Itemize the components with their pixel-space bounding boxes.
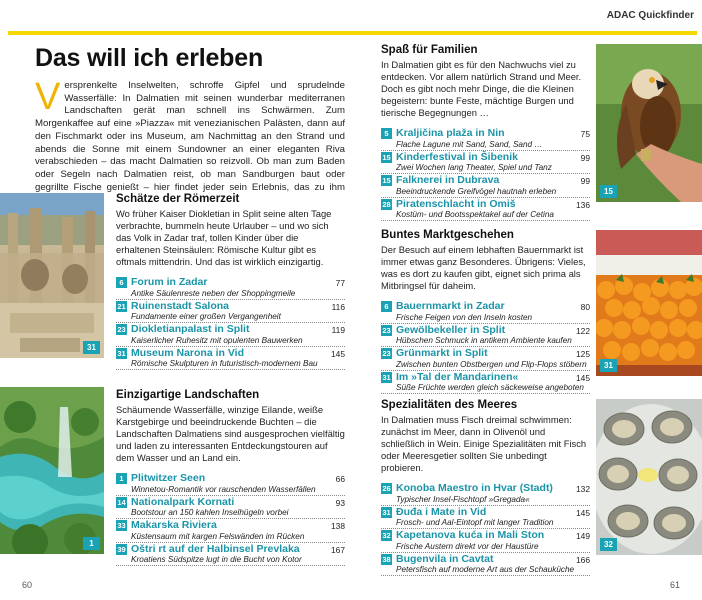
header-rule	[8, 31, 351, 35]
entry-number-badge: 28	[382, 199, 391, 209]
section-title: Schätze der Römerzeit	[116, 193, 240, 205]
entry-list	[381, 300, 590, 394]
entry-description: Winnetou-Romantik vor rauschenden Wasserfällen	[131, 484, 316, 494]
entry-name: Makarska Riviera	[131, 519, 217, 531]
entry-page: 145	[576, 507, 590, 518]
entry-page: 77	[335, 278, 345, 288]
entry-name: Plitwitzer Seen	[131, 472, 206, 484]
list-item[interactable]	[381, 553, 590, 577]
page-title: Das will ich erleben	[35, 44, 264, 72]
section-market	[381, 229, 590, 394]
entry-page: 99	[580, 152, 590, 163]
entry-description: Süße Früchte werden gleich säckeweise angeboten	[396, 383, 584, 392]
entry-description: Zwischen bunten Obstbergen und Flip-Flops stöbern	[396, 359, 587, 369]
entry-number-badge: 31	[382, 507, 391, 517]
entry-page: 116	[331, 301, 345, 312]
list-item[interactable]	[381, 324, 590, 348]
mandarins-photo	[596, 230, 702, 376]
section-text: In Dalmatien muss Fisch dreimal schwimmen: zunächst im Meer, dann in Olivenöl und schließlich in Wein. Einige Spezialitäten mit Fisch oder Meeresgetier sollten Sie unbedingt probieren.	[381, 414, 587, 473]
dropcap: V	[35, 76, 61, 118]
entry-description: Frische Austern direkt vor der Haustüre	[396, 541, 539, 551]
list-item[interactable]	[381, 506, 590, 530]
list-item[interactable]	[116, 276, 345, 300]
entry-name: Im »Tal der Mandarinen«	[396, 370, 519, 383]
section-seafood	[381, 399, 590, 576]
entry-name: Konoba Maestro in Hvar (Stadt)	[396, 482, 553, 494]
entry-name: Kapetanova kuća in Mali Ston	[396, 529, 545, 541]
entry-page: 138	[331, 521, 345, 531]
list-item[interactable]	[381, 127, 590, 151]
list-item[interactable]	[116, 496, 345, 520]
entry-number-badge: 6	[381, 301, 392, 312]
entry-number-badge: 31	[382, 372, 391, 382]
entry-page: 122	[576, 325, 590, 336]
list-item[interactable]	[381, 371, 590, 395]
entry-description: Kaiserlicher Ruhesitz mit opulenten Bauwerken	[131, 335, 303, 345]
list-item[interactable]	[116, 519, 345, 543]
entry-description: Frische Feigen von den Inseln kosten	[396, 312, 533, 322]
entry-list	[381, 127, 590, 221]
entry-number-badge: 39	[117, 544, 126, 554]
right-page	[351, 0, 702, 600]
entry-description: Römische Skulpturen in futuristisch-modernem Bau	[131, 359, 318, 368]
entry-number-badge: 23	[117, 325, 126, 334]
photo-badge: 32	[600, 538, 617, 551]
entry-page: 145	[331, 348, 345, 359]
entry-name: Bauernmarkt in Zadar	[396, 300, 505, 312]
entry-name: Nationalpark Kornati	[131, 495, 235, 508]
photo-badge: 31	[600, 359, 617, 372]
entry-number-badge: 15	[382, 176, 391, 185]
list-item[interactable]	[381, 174, 590, 198]
entry-name: Gewölbekeller in Split	[396, 323, 506, 336]
header-label: ADAC Quickfinder	[606, 10, 694, 21]
intro-text: ersprenkelte Inselwelten, schroffe Gipfel und sprudelnde Wasserfälle: In Dalmatien mit seinen wunderbar mediterranen Landschaften gerät man schnell ins Schwärmen. Zum Morgenkaffee auf eine »Piazza« mit venezianischen Palästen, dann auf den Fischmarkt oder ins Museum, am Nachmittag an den Strand und abends die Sonne mit einem Sundowner an einer eleganten Riva verabschieden – das macht Dalmatien so reizvoll. Ob man zum Baden oder Segeln nach Dalmatien reist, ob man Sandburgen baut oder gegrillte Fische genießt – hier findet jeder sein Erlebnis, das zu ihm	[35, 80, 345, 193]
entry-list	[116, 472, 345, 566]
entry-description: Flache Lagune mit Sand, Sand, Sand …	[396, 139, 543, 149]
section-text: In Dalmatien gibt es für den Nachwuchs viel zu entdecken. Vor allem natürlich Strand und Meer. Doch es gibt noch mehr Dinge, die die Kleinen begeistern: bunte Feste, mächtige Burgen und tierische Begegnungen …	[381, 59, 582, 118]
section-families	[381, 44, 590, 221]
oysters-photo	[596, 399, 702, 555]
entry-number-badge: 26	[382, 484, 391, 493]
entry-description: Kostüm- und Bootsspektakel auf der Cetina	[396, 210, 554, 219]
entry-number-badge: 23	[382, 325, 391, 335]
entry-description: Antike Säulenreste neben der Shoppingmeile	[131, 288, 296, 298]
entry-page: 66	[335, 474, 345, 484]
section-text: Wo früher Kaiser Diokletian in Split seine alten Tage verbrachte, bummeln heute Urlauber – und wo sich das Volk in Zadar traf, tollen Kinder über die erhaltenen Steinsäulen: Römische Kultur gibt es oftmals mittendrin. Und das ist wirklich einzigartig.	[116, 208, 332, 267]
entry-page: 166	[576, 554, 590, 565]
entry-page: 75	[580, 129, 590, 139]
entry-name: Kraljičina plaža in Nin	[396, 127, 505, 139]
list-item[interactable]	[381, 347, 590, 371]
section-title: Spezialitäten des Meeres	[381, 399, 518, 411]
entry-number-badge: 23	[382, 349, 391, 358]
entry-list	[381, 482, 590, 576]
entry-page: 145	[576, 372, 590, 383]
entry-name: Forum in Zadar	[131, 276, 208, 288]
header-rule	[351, 31, 697, 35]
section-roman	[116, 193, 345, 370]
list-item[interactable]	[381, 482, 590, 506]
entry-description: Hübschen Schmuck in antikem Ambiente kaufen	[396, 336, 572, 345]
roman-ruins-photo	[0, 193, 104, 358]
entry-name: Đuđa i Mate in Vid	[396, 505, 487, 518]
entry-name: Bugenvila in Cavtat	[396, 552, 494, 565]
entry-description: Typischer Insel-Fischtopf »Gregada«	[396, 494, 530, 504]
section-text: Der Besuch auf einem lebhaften Bauernmarkt ist immer etwas ganz Besonderes. Übrigens: Vieles, was es dort zu kaufen gibt, eignet sich prima als Mitbringsel für daheim.	[381, 244, 586, 291]
entry-page: 132	[576, 484, 590, 494]
entry-page: 149	[576, 531, 590, 541]
entry-list	[116, 276, 345, 370]
entry-number-badge: 6	[116, 277, 127, 288]
entry-number-badge: 33	[117, 521, 126, 530]
list-item[interactable]	[381, 151, 590, 175]
list-item[interactable]	[381, 529, 590, 553]
list-item[interactable]	[116, 543, 345, 567]
photo-badge: 31	[83, 341, 100, 354]
entry-number-badge: 15	[382, 152, 391, 162]
list-item[interactable]	[381, 198, 590, 222]
page-number: 61	[669, 580, 680, 590]
photo-badge: 1	[83, 537, 100, 550]
entry-description: Kroatiens Südspitze lugt in die Bucht von Kotor	[131, 555, 302, 564]
list-item[interactable]	[116, 323, 345, 347]
entry-number-badge: 31	[117, 348, 126, 358]
entry-description: Fundamente einer großen Vergangenheit	[131, 312, 281, 321]
waterfall-lakes-photo	[0, 387, 104, 554]
entry-name: Oštri rt auf der Halbinsel Prevlaka	[131, 542, 300, 555]
entry-number-badge: 38	[382, 554, 391, 564]
photo-badge: 15	[600, 185, 617, 198]
entry-page: 119	[331, 325, 345, 335]
entry-name: Museum Narona in Vid	[131, 346, 244, 359]
list-item[interactable]	[381, 300, 590, 324]
section-landscapes	[116, 389, 345, 566]
entry-name: Falknerei in Dubrava	[396, 174, 500, 186]
entry-description: Frosch- und Aal-Eintopf mit langer Tradition	[396, 518, 554, 527]
section-title: Einzigartige Landschaften	[116, 389, 260, 401]
entry-description: Zwei Wochen lang Theater, Spiel und Tanz	[396, 163, 552, 172]
section-text: Schäumende Wasserfälle, winzige Eilande, weiße Karstgebirge und beeindruckende Buchten – die Landschaften Dalmatiens sind ausgesprochen vielfältig und laden zu interessanten Entdeckungstouren auf dem Wasser und an Land ein.	[116, 404, 345, 463]
entry-number-badge: 21	[117, 301, 126, 311]
section-title: Spaß für Familien	[381, 44, 478, 56]
entry-name: Piratenschlacht in Omiš	[396, 197, 516, 210]
entry-name: Grünmarkt in Split	[396, 347, 488, 359]
entry-number-badge: 1	[116, 473, 127, 484]
entry-page: 167	[331, 544, 345, 555]
page-number: 60	[22, 580, 33, 590]
list-item[interactable]	[116, 347, 345, 371]
entry-page: 99	[580, 176, 590, 186]
entry-page: 80	[580, 302, 590, 312]
entry-description: Petersfisch auf moderne Art aus der Schauküche	[396, 565, 575, 574]
entry-name: Ruinenstadt Salona	[131, 299, 230, 312]
entry-page: 125	[576, 349, 590, 359]
entry-page: 93	[335, 497, 345, 508]
intro-paragraph	[35, 76, 345, 207]
entry-number-badge: 5	[381, 128, 392, 139]
list-item[interactable]	[116, 300, 345, 324]
entry-number-badge: 14	[117, 497, 126, 507]
falcon-photo	[596, 44, 702, 202]
entry-name: Kinderfestival in Šibenik	[396, 150, 518, 163]
entry-name: Diokletianpalast in Split	[131, 323, 250, 335]
list-item[interactable]	[116, 472, 345, 496]
section-title: Buntes Marktgeschehen	[381, 229, 514, 241]
entry-description: Küstensaum mit kargen Felswänden im Rücken	[131, 531, 305, 541]
entry-page: 136	[576, 199, 590, 210]
entry-description: Beeindruckende Greifvögel hautnah erleben	[396, 186, 557, 196]
entry-description: Bootstour an 150 kahlen Inselhügeln vorbei	[131, 508, 289, 517]
entry-number-badge: 32	[382, 531, 391, 540]
